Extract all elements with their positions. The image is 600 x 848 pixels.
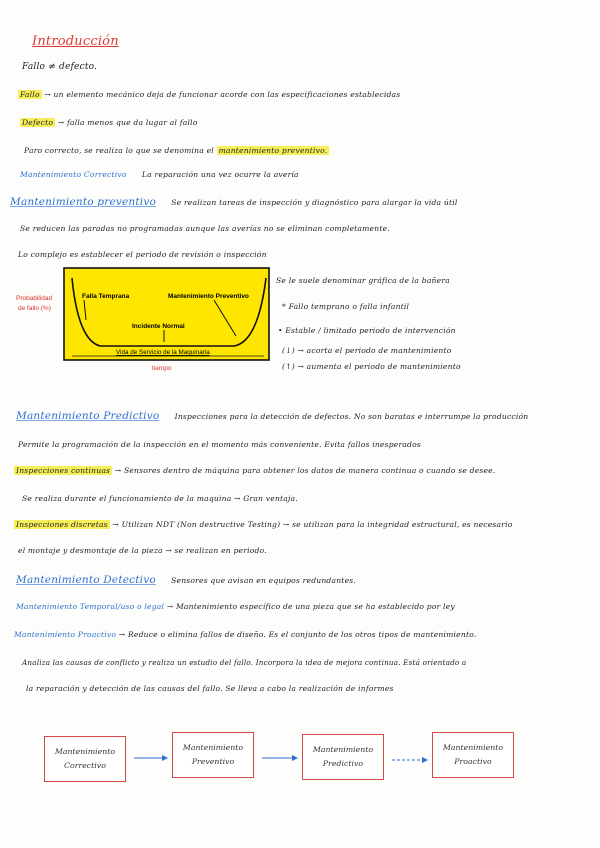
- fallo-text: → un elemento mecánico deja de funcionar acorde con las especificaciones establecidas: [44, 90, 401, 99]
- y-axis-label-line1: Probabilidad: [16, 295, 53, 302]
- paro-highlight: mantenimiento preventivo.: [218, 146, 328, 155]
- correctivo-text: La reparación una vez ocurre la avería: [141, 170, 299, 179]
- flow-box-predictivo-line1: Mantenimiento: [312, 745, 374, 754]
- reparacion-line: la reparación y detección de las causas del fallo. Se lleva a cabo la realización de informes: [26, 684, 394, 693]
- flow-arrowhead-3: [422, 757, 428, 763]
- flow-box-proactivo-line2: Proactivo: [454, 757, 492, 766]
- defecto-label: Defecto: [22, 118, 54, 127]
- detectivo-text: Sensores que avisan en equipos redundantes.: [171, 576, 356, 585]
- preventivo-heading: Mantenimiento preventivo: [10, 196, 156, 208]
- predictivo-text: Inspecciones para la detección de defectos. No son baratas e interrumpe la producción: [174, 412, 529, 421]
- permite-line: Permite la programación de la inspección en el momento más conveniente. Evita fallos inesperados: [18, 440, 421, 449]
- complejo-line: Lo complejo es establecer el periodo de revisión o inspección: [18, 250, 267, 259]
- banera-item-3: (↓) → acorta el periodo de mantenimiento: [282, 346, 452, 355]
- temporal-text: → Mantenimiento específico de una pieza que se ha establecido por ley: [166, 602, 455, 611]
- proactivo-text: → Reduce o elimina fallos de diseño. Es el conjunto de los otros tipos de mantenimiento.: [118, 630, 477, 639]
- flow-box-correctivo-line1: Mantenimiento: [54, 747, 116, 756]
- fallo-defecto-line: Fallo ≠ defecto.: [22, 62, 98, 72]
- defecto-text: → falla menos que da lugar al fallo: [57, 118, 198, 127]
- temporal-label: Mantenimiento Temporal/uso o legal: [16, 602, 165, 611]
- banera-item-1-text: Fallo temprano o falla infantil: [288, 302, 410, 311]
- flow-box-predictivo-line2: Predictivo: [322, 759, 364, 768]
- banera-item-2: • Estable / limitado periodo de intervención: [278, 326, 456, 335]
- falla-temprana-label: Falla Temprana: [82, 293, 130, 300]
- fallo-label: Fallo: [20, 90, 40, 99]
- page-title: Introducción: [32, 34, 119, 49]
- analiza-line: Analiza las causas de conflicto y realiza un estudio del fallo. Incorpora la idea de mejora continua. Está orientado a: [22, 658, 467, 667]
- correctivo-label: Mantenimiento Correctivo: [20, 170, 127, 179]
- flow-box-preventivo-line2: Preventivo: [191, 757, 235, 766]
- flow-box-preventivo-line1: Mantenimiento: [182, 743, 244, 752]
- y-axis-label-line2: de fallo (%): [18, 305, 51, 312]
- paro-text: Paro correcto, se realiza lo que se denomina el: [24, 146, 214, 155]
- proactivo-label: Mantenimiento Proactivo: [14, 630, 117, 639]
- mantenimiento-preventivo-label: Mantenimiento Preventivo: [168, 293, 249, 300]
- flow-box-correctivo-line2: Correctivo: [64, 761, 106, 770]
- insp-continua-text: → Sensores dentro de máquina para obtener los datos de manera continua o cuando se desee.: [114, 466, 496, 475]
- banera-item-4: (↑) → aumenta el periodo de mantenimiento: [282, 362, 461, 371]
- insp-discretas-text: → Utilizan NDT (Non destructive Testing) → se utilizan para la integridad estructural, es necesario: [112, 520, 513, 529]
- flow-box-proactivo-line1: Mantenimiento: [442, 743, 504, 752]
- predictivo-heading: Mantenimiento Predictivo: [16, 410, 160, 422]
- se-realiza-line: Se realiza durante el funcionamiento de la maquina → Gran ventaja.: [22, 494, 298, 503]
- vida-servicio-label: Vida de Servicio de la Maquinaria: [116, 349, 210, 356]
- preventivo-text: Se realizan tareas de inspección y diagnóstico para alargar la vida útil: [171, 198, 458, 207]
- flow-arrowhead-2: [292, 755, 298, 761]
- detectivo-heading: Mantenimiento Detectivo: [16, 574, 156, 586]
- x-axis-label: tiempo: [152, 365, 172, 372]
- incidente-normal-label: Incidente Normal: [132, 323, 185, 330]
- flow-arrowhead-1: [162, 755, 168, 761]
- banera-text: Se le suele denominar gráfica de la bañera: [276, 276, 450, 285]
- insp-discretas-label: Inspecciones discretas: [16, 520, 108, 529]
- insp-continua-label: Inspecciones continuas: [16, 466, 111, 475]
- reducen-line: Se reducen las paradas no programadas aunque las averías no se eliminan completamente.: [20, 224, 390, 233]
- asterisk-icon: *: [282, 302, 289, 311]
- montaje-line: el montaje y desmontaje de la pieza → se realizan en periodo.: [18, 546, 267, 555]
